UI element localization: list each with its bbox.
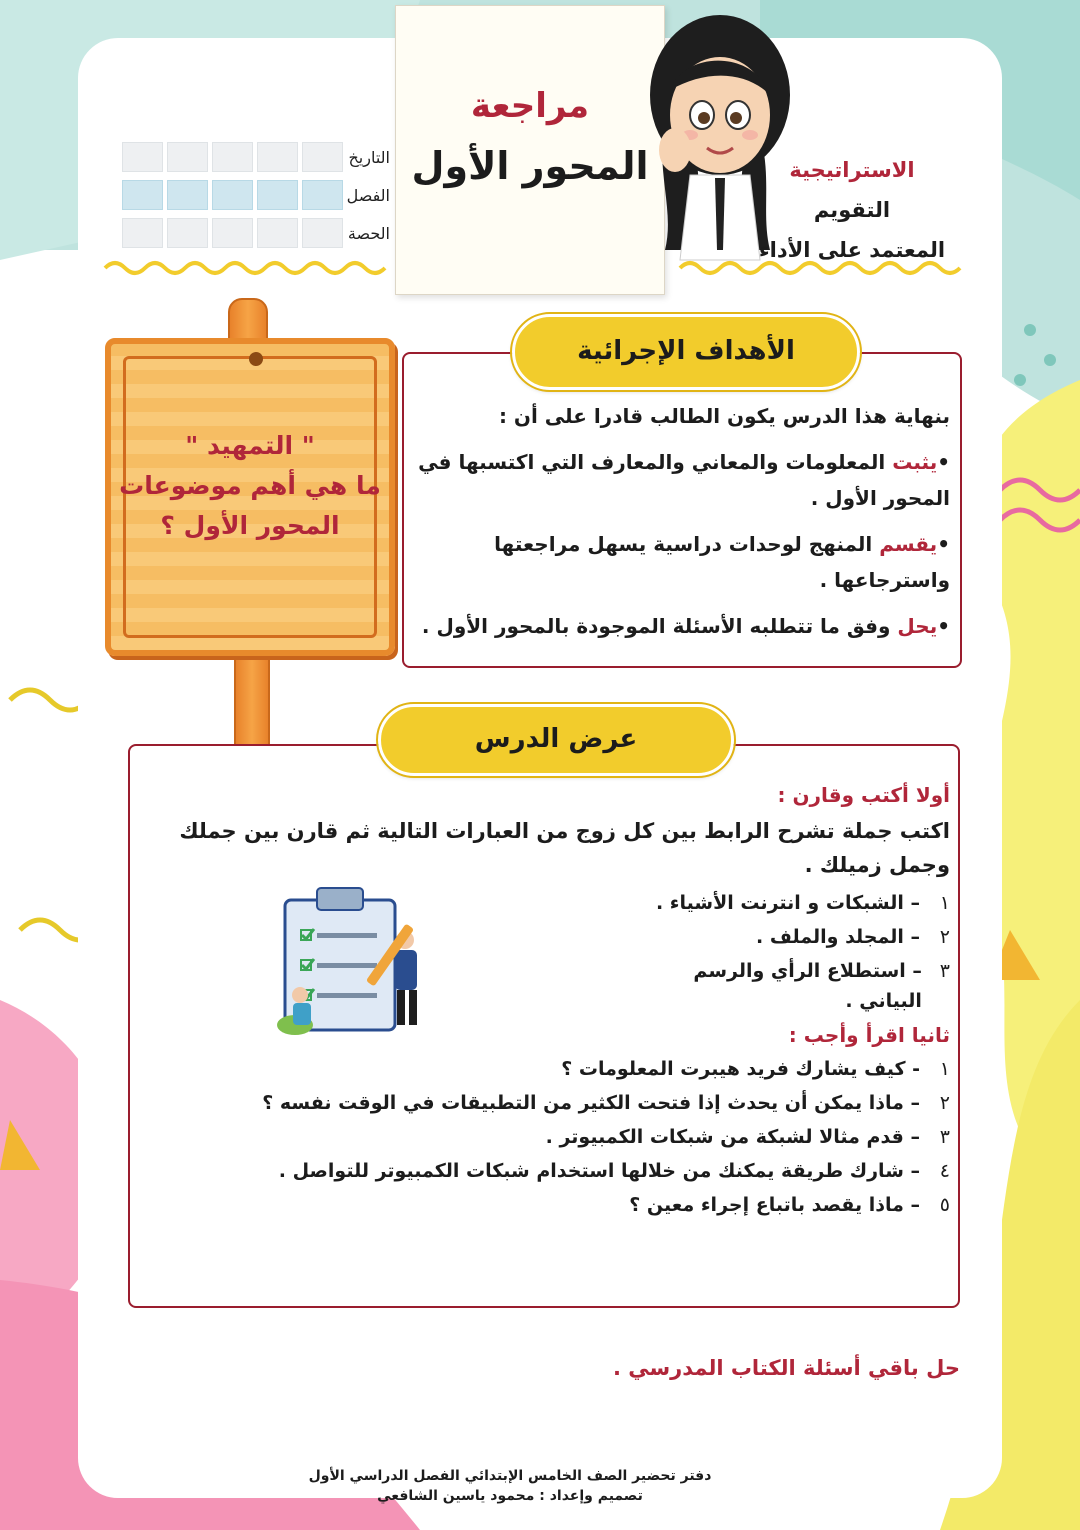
objectives-heading-text: الأهداف الإجرائية	[577, 336, 795, 366]
class-label: الفصل	[346, 185, 390, 205]
list-text: - كيف يشارك فريد هيبرت المعلومات ؟	[561, 1058, 920, 1080]
list-item	[630, 888, 950, 918]
objectives-content	[410, 398, 950, 654]
list-item	[150, 1122, 950, 1152]
period-label: الحصة	[347, 223, 390, 243]
date-row	[118, 140, 390, 174]
class-cell[interactable]	[212, 180, 253, 210]
strategy-label: الاستراتيجية	[789, 158, 915, 182]
credits-line1: دفتر تحضير الصف الخامس الإبتدائي الفصل الدراسي الأول	[308, 1468, 712, 1484]
objective-item: •يثبت المعلومات والمعاني والمعارف التي اكتسبها في المحور الأول .	[418, 450, 950, 510]
objective-keyword: يحل	[897, 614, 938, 638]
list-number: ١	[939, 1058, 950, 1080]
part2-title: ثانيا اقرأ وأجب :	[788, 1023, 950, 1047]
part1-list	[630, 888, 950, 1016]
lesson-heading	[378, 704, 734, 776]
list-number: ٢	[939, 1092, 950, 1114]
objectives-heading	[512, 314, 860, 390]
list-text: – قدم مثالا لشبكة من شبكات الكمبيوتر .	[545, 1126, 920, 1148]
list-text: – ماذا يمكن أن يحدث إذا فتحت الكثير من التطبيقات في الوقت نفسه ؟	[262, 1092, 920, 1114]
list-number: ٢	[939, 926, 950, 948]
objective-item: •يحل وفق ما تتطلبه الأسئلة الموجودة بالمحور الأول .	[421, 614, 950, 638]
date-cell[interactable]	[302, 142, 343, 172]
list-number: ٥	[939, 1194, 950, 1216]
title-card	[395, 5, 665, 295]
period-cell[interactable]	[257, 218, 298, 248]
credits-line2: تصميم وإعداد : محمود ياسين الشافعي	[377, 1488, 643, 1504]
class-cell[interactable]	[167, 180, 208, 210]
sign-line2: ما هي أهم موضوعات	[119, 471, 381, 500]
title-line2: المحور الأول	[411, 144, 649, 188]
objective-text: المنهج لوحدات دراسية يسهل مراجعتها واسترجاعها .	[494, 532, 950, 592]
strategy-name-line1: التقويم	[813, 198, 891, 222]
date-label: التاريخ	[348, 147, 390, 167]
objectives-intro: بنهاية هذا الدرس يكون الطالب قادرا على أن :	[498, 404, 950, 428]
class-cell[interactable]	[302, 180, 343, 210]
date-cell[interactable]	[257, 142, 298, 172]
strategy-name-line2: المعتمد على الأداء	[758, 238, 946, 262]
sign-line3: المحور الأول ؟	[160, 511, 340, 540]
objective-text: المعلومات والمعاني والمعارف التي اكتسبها في المحور الأول .	[418, 450, 950, 510]
list-number: ١	[939, 892, 950, 914]
sign-line1: " التمهيد "	[185, 431, 315, 460]
list-text: – شارك طريقة يمكنك من خلالها استخدام شبكات الكمبيوتر للتواصل .	[278, 1160, 920, 1182]
list-number: ٣	[939, 1126, 950, 1148]
period-cell[interactable]	[302, 218, 343, 248]
list-item	[150, 1190, 950, 1220]
part2-list	[150, 1054, 950, 1220]
sign-board	[105, 338, 395, 656]
list-number: ٣	[939, 960, 950, 982]
objective-keyword: يثبت	[892, 450, 938, 474]
period-row	[118, 216, 390, 250]
list-item	[150, 1156, 950, 1186]
date-grid	[118, 140, 390, 254]
sign-post-bottom	[234, 650, 270, 750]
class-cell[interactable]	[257, 180, 298, 210]
list-text: – استطلاع الرأي والرسم البياني .	[693, 960, 922, 1012]
objective-item: •يقسم المنهج لوحدات دراسية يسهل مراجعتها واسترجاعها .	[494, 532, 950, 592]
strategy-block	[752, 150, 952, 270]
nail-icon	[249, 352, 263, 366]
sign-text	[111, 426, 389, 546]
list-number: ٤	[939, 1160, 950, 1182]
objective-text: وفق ما تتطلبه الأسئلة الموجودة بالمحور الأول .	[421, 614, 898, 638]
objective-keyword: يقسم	[879, 532, 938, 556]
title-line1: مراجعة	[470, 86, 590, 126]
class-cell[interactable]	[122, 180, 163, 210]
list-text: – ماذا يقصد باتباع إجراء معين ؟	[629, 1194, 920, 1216]
period-cell[interactable]	[122, 218, 163, 248]
period-cell[interactable]	[167, 218, 208, 248]
list-text: – الشبكات و انترنت الأشياء .	[655, 892, 920, 914]
checklist-illustration	[265, 880, 455, 1050]
class-row	[118, 178, 390, 212]
list-item	[630, 922, 950, 952]
period-cell[interactable]	[212, 218, 253, 248]
date-cell[interactable]	[167, 142, 208, 172]
list-item	[150, 1088, 950, 1118]
homework-text: حل باقي أسئلة الكتاب المدرسي .	[612, 1356, 960, 1380]
list-text: – المجلد والملف .	[756, 926, 920, 948]
date-cell[interactable]	[212, 142, 253, 172]
date-cell[interactable]	[122, 142, 163, 172]
credits	[250, 1466, 770, 1506]
lesson-heading-text: عرض الدرس	[474, 724, 638, 754]
part1-instruction: اكتب جملة تشرح الرابط بين كل زوج من العبارات التالية ثم قارن بين جملك وجمل زميلك .	[179, 819, 950, 877]
list-item	[150, 1054, 950, 1084]
list-item	[630, 956, 950, 1016]
part1-title: أولا أكتب وقارن :	[777, 783, 950, 807]
